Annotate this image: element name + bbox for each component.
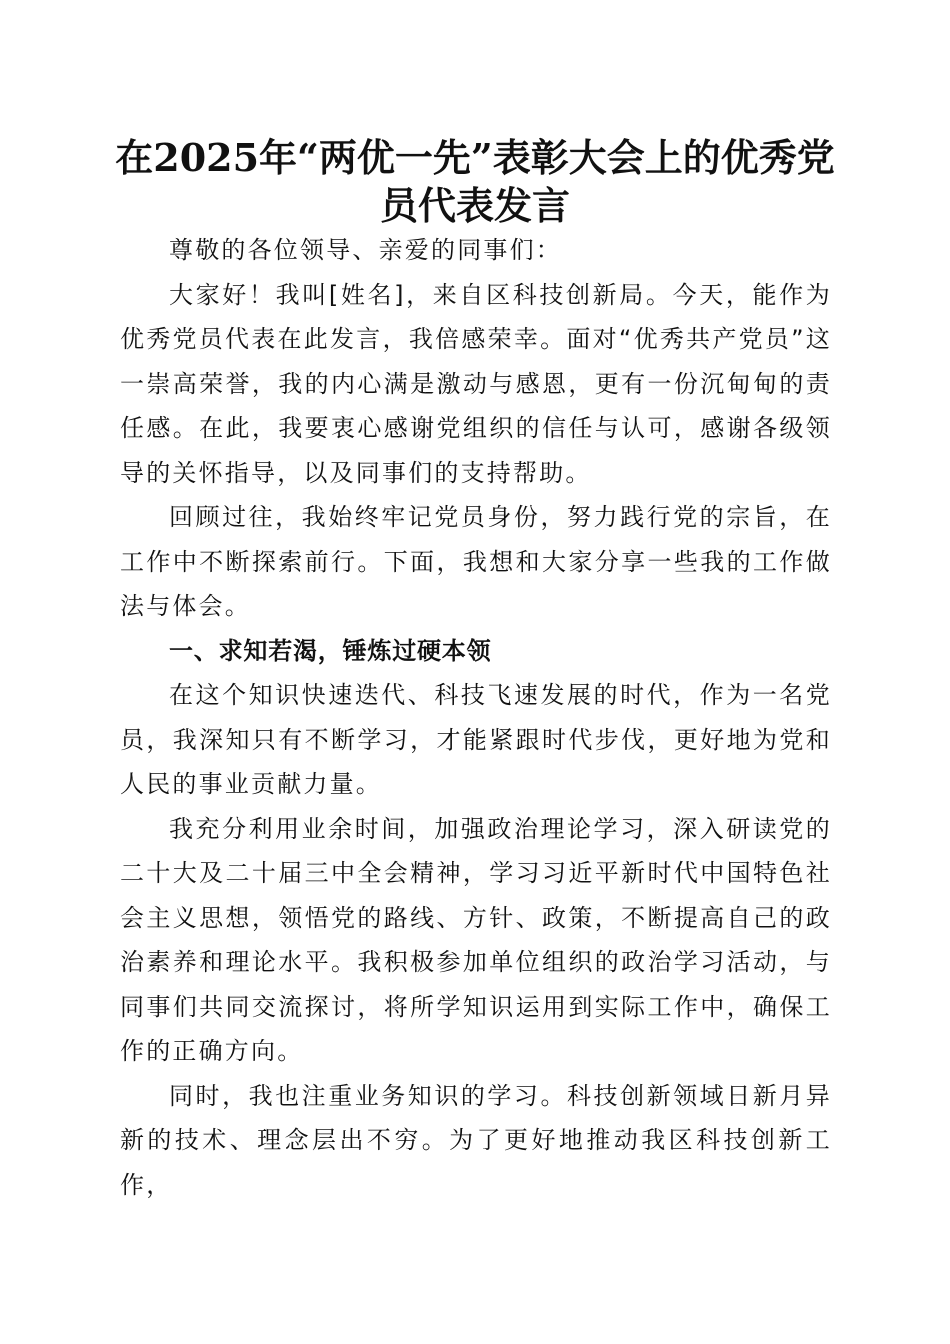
title-line-1: 在2025年“两优一先”表彰大会上的优秀党 bbox=[115, 135, 835, 180]
title-line-2: 员代表发言 bbox=[379, 183, 570, 228]
section-heading-1: 一、求知若渴，锤炼过硬本领 bbox=[169, 636, 492, 665]
document-title bbox=[110, 134, 840, 230]
paragraph-learning-intro: 在这个知识快速迭代、科技飞速发展的时代，作为一名党员，我深知只有不断学习，才能紧跟时代步伐，更好地为党和人民的事业贡献力量。 bbox=[120, 681, 832, 798]
paragraph-political-study: 我充分利用业余时间，加强政治理论学习，深入研读党的二十大及二十届三中全会精神，学习习近平新时代中国特色社会主义思想，领悟党的路线、方针、政策，不断提高自己的政治素养和理论水平。我积极参加单位组织的政治学习活动，与同事们共同交流探讨，将所学知识运用到实际工作中，确保工作的正确方向。 bbox=[120, 814, 832, 1065]
paragraph-intro: 大家好！我叫[姓名]，来自区科技创新局。今天，能作为优秀党员代表在此发言，我倍感荣幸。面对“优秀共产党员”这一崇高荣誉，我的内心满是激动与感恩，更有一份沉甸甸的责任感。在此，我要衷心感谢党组织的信任与认可，感谢各级领导的关怀指导，以及同事们的支持帮助。 bbox=[120, 280, 832, 487]
salutation: 尊敬的各位领导、亲爱的同事们： bbox=[169, 236, 562, 264]
document-body bbox=[120, 228, 832, 1207]
paragraph-review: 回顾过往，我始终牢记党员身份，努力践行党的宗旨，在工作中不断探索前行。下面，我想和大家分享一些我的工作做法与体会。 bbox=[120, 503, 832, 620]
paragraph-business-study: 同时，我也注重业务知识的学习。科技创新领域日新月异新的技术、理念层出不穷。为了更好地推动我区科技创新工作， bbox=[120, 1081, 832, 1199]
